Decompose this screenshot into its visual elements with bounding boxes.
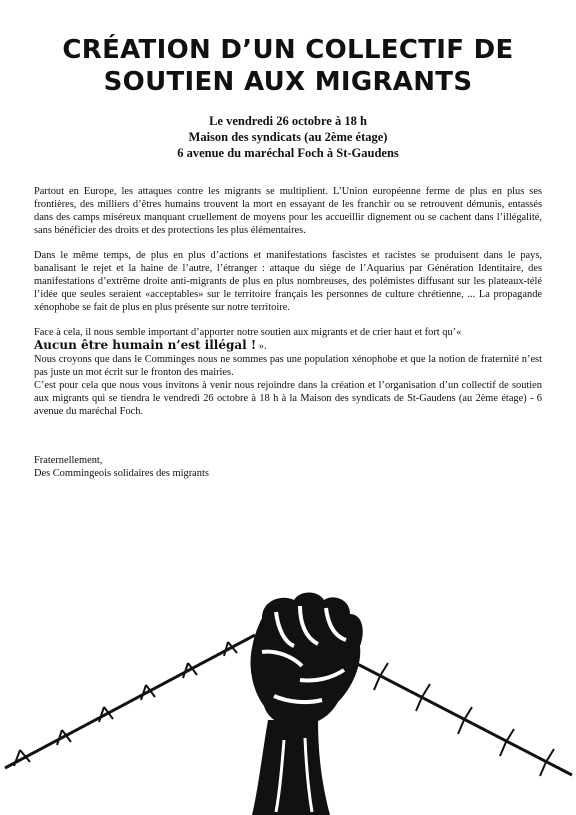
signature-greeting: Fraternellement, [34, 455, 103, 466]
title-line-1: CRÉATION D’UN COLLECTIF DE [62, 35, 514, 65]
event-details [0, 113, 576, 161]
raised-fist-barbed-wire-icon [0, 570, 576, 815]
support-end: ». [256, 341, 267, 352]
paragraph-invitation: C’est pour cela que nous vous invitons à venir nous rejoindre dans la création et l’organisation d’un collectif de soutien aux migrants qui se tiendra le vendredi 26 octobre à 18 h à la Maison des syndicats de St-Gaudens (au 2ème étage) - 6 avenue du maréchal Foch. [34, 380, 542, 417]
paragraph-racism: Dans le même temps, de plus en plus d’actions et manifestations fascistes et racistes se produisent dans le pays, banalisant le rejet et la haine de l’autre, l’étranger : attaque du siège de l’Aquarius par Génération Identitaire, des manifestations d’extrême droite anti-migrants de plus en plus nombreuses, des polémistes diffusant sur les plateaux-télé l’idée que seules seraient «acceptables» sur le territoire français les personnes de culture chrétienne, ... La propagande xénophobe se fait de plus en plus présente sur notre territoire. [34, 250, 542, 313]
fist [251, 593, 363, 727]
support-intro: Face à cela, il nous semble important d’apporter notre soutien aux migrants et de crier haut et fort qu’« [34, 327, 462, 338]
paragraph-comminges: Nous croyons que dans le Comminges nous ne sommes pas une population xénophobe et que la notion de fraternité n’est pas juste un mot écrit sur le fronton des mairies. [34, 354, 542, 378]
forearm [252, 720, 330, 815]
barbed-wire-right [340, 655, 572, 775]
signature [34, 454, 542, 480]
slogan: Aucun être humain n’est illégal ! [34, 338, 257, 352]
signature-author: Des Commingeois solidaires des migrants [34, 468, 209, 479]
title-line-2: SOUTIEN AUX MIGRANTS [103, 67, 473, 97]
event-date: Le vendredi 26 octobre à 18 h [209, 114, 367, 128]
paragraph-support [34, 326, 542, 353]
poster-body [34, 185, 542, 480]
poster-title [0, 34, 576, 98]
paragraph-europe: Partout en Europe, les attaques contre les migrants se multiplient. L’Union européenne ferme de plus en plus ses frontières, des milliers d’êtres humains trouvent la mort en essayant de les franchir ou se retrouvent démunis, entassés dans des camps miséreux manquant cruellement de moyens pour les accueillir dignement ou se cachent dans l’illégalité, sans bénéficier des droits et des protections les plus élémentaires. [34, 186, 542, 236]
event-venue: Maison des syndicats (au 2ème étage) [188, 130, 388, 144]
event-address: 6 avenue du maréchal Foch à St-Gaudens [177, 146, 399, 160]
barbed-wire-left [5, 635, 255, 768]
